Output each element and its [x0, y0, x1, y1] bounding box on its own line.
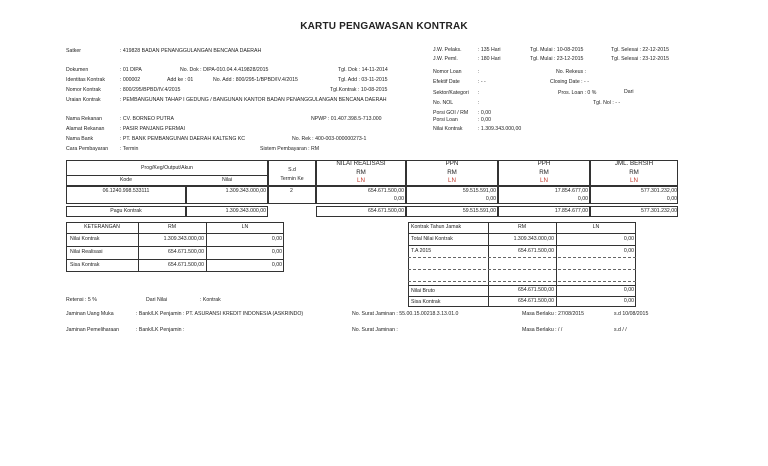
- jw-pelaks-selesai: Tgl. Selesai : 22-12-2015: [611, 47, 669, 53]
- no-rek: No. Rek : 400-003-000000273-1: [292, 136, 367, 142]
- row1-pph-rm: 17.854.677,00: [554, 188, 588, 194]
- uang-muka-label: Jaminan Uang Muka: [66, 311, 114, 317]
- closing-date: Closing Date : - -: [550, 79, 589, 85]
- tahun-header: Kontrak Tahun Jamak: [411, 224, 462, 230]
- alamat-label: Alamat Rekanan: [66, 126, 105, 132]
- row1-bersih-ln: 0,00: [666, 196, 677, 202]
- uang-muka-masa: Masa Berlaku : 27/08/2015: [522, 311, 585, 317]
- header-realisasi-ln: LN: [357, 177, 365, 184]
- jw-peml-selesai: Tgl. Selesai : 23-12-2015: [611, 56, 669, 62]
- ket-divider-2: [66, 246, 284, 247]
- tahun-sisa-label: Sisa Kontrak: [411, 299, 441, 305]
- rekanan-value: : CV. BORNEO PUTRA: [120, 116, 174, 122]
- pagu-label: Pagu Kontrak: [110, 208, 142, 214]
- ket-row2-rm: 654.671.500,00: [167, 249, 204, 255]
- jw-peml-label: J.W. Peml.: [433, 56, 458, 62]
- porsi-loan-label: Porsi Loan: [433, 117, 458, 123]
- tgl-dok: Tgl. Dok : 14-11-2014: [338, 67, 388, 73]
- header-realisasi: NILAI REALISASI: [336, 160, 386, 167]
- header-pph-ln: LN: [540, 177, 548, 184]
- pagu-real: 654.671.500,00: [367, 208, 404, 214]
- row1-ppn-ln: 0,00: [485, 196, 496, 202]
- pagu-nilai: 1.309.343.000,00: [225, 208, 266, 214]
- pagu-bersih: 577.301.232,00: [640, 208, 677, 214]
- ket-header-rm: RM: [167, 224, 177, 230]
- cara-label: Cara Pembayaran: [66, 146, 109, 152]
- nomor-kontrak-label: Nomor Kontrak: [66, 87, 101, 93]
- uang-muka-sd: s.d 10/08/2015: [614, 311, 649, 317]
- ket-divider-3: [66, 259, 284, 260]
- nilai-kontrak-label: Nilai Kontrak: [433, 126, 463, 132]
- header-pph-rm: RM: [539, 169, 549, 176]
- uraian-value: : PEMBANGUNAN TAHAP I GEDUNG / BANGUNAN KANTOR BADAN PENANGGULANGAN BENCANA DAERAH: [120, 97, 387, 103]
- header-ppn-ln: LN: [448, 177, 456, 184]
- tahun-dashed-2: [408, 269, 636, 270]
- nilai-kontrak-value: : 1.309.343.000,00: [478, 126, 522, 132]
- ket-row3-rm: 654.671.500,00: [167, 262, 204, 268]
- ket-divider-1: [66, 233, 284, 234]
- tahun-dashed-1: [408, 257, 636, 258]
- ket-row3-ln: 0,00: [271, 262, 282, 268]
- row1-nilai: 1.309.343.000,00: [225, 188, 266, 194]
- rekanan-label: Nama Rekanan: [66, 116, 103, 122]
- row1-termin: 2: [290, 188, 293, 194]
- header-ppn-rm: RM: [447, 169, 457, 176]
- jw-peml-mulai: Tgl. Mulai : 23-12-2015: [530, 56, 584, 62]
- header-divider: [66, 175, 268, 176]
- header-nilai: Nilai: [221, 177, 233, 183]
- dokumen-value: : 01 DIPA: [120, 67, 142, 73]
- efektif-label: Efektif Date: [433, 79, 460, 85]
- ket-header: KETERANGAN: [84, 224, 120, 230]
- header-ppn: PPN: [445, 160, 459, 167]
- tahun-sisa-ln: 0,00: [623, 298, 634, 304]
- tahun-header-rm: RM: [517, 224, 527, 230]
- tahun-bruto-ln: 0,00: [623, 287, 634, 293]
- header-bersih: JML. BERSIH: [614, 160, 654, 167]
- ket-row3-label: Sisa Kontrak: [70, 262, 100, 268]
- tahun-frame: [408, 222, 636, 307]
- identitas-label: Identitas Kontrak: [66, 77, 105, 83]
- header-bersih-rm: RM: [629, 169, 639, 176]
- tahun-bruto-rm: 654.671.500,00: [517, 287, 554, 293]
- cara-value: : Termin: [120, 146, 139, 152]
- tahun-divider-2: [408, 245, 636, 246]
- tahun-row1-rm: 1.309.343.000,00: [513, 236, 554, 242]
- ket-row1-ln: 0,00: [271, 236, 282, 242]
- tahun-row1-ln: 0,00: [623, 236, 634, 242]
- pros-loan: Pros. Loan : 0 %: [558, 90, 597, 96]
- tahun-header-ln: LN: [592, 224, 600, 230]
- uraian-label: Uraian Kontrak: [66, 97, 101, 103]
- tgl-nol: Tgl. Nol : - -: [593, 100, 621, 106]
- header-pph: PPH: [537, 160, 551, 167]
- pemeliharaan-surat: No. Surat Jaminan :: [352, 327, 398, 333]
- ket-row2-ln: 0,00: [271, 249, 282, 255]
- pemeliharaan-label: Jaminan Pemeliharaan: [66, 327, 120, 333]
- porsi-loan-value: : 0,00: [478, 117, 491, 123]
- bank-label: Nama Bank: [66, 136, 94, 142]
- satker-label: Satker: [66, 48, 81, 54]
- header-kode: Kode: [119, 177, 133, 183]
- tahun-row2-rm: 654.671.500,00: [517, 248, 554, 254]
- row1-kode: 06.1240.998.533111: [102, 188, 150, 194]
- pemeliharaan-sd: s.d / /: [614, 327, 627, 333]
- header-sd: S.d: [288, 167, 296, 173]
- row1-ppn-rm: 59.515.591,00: [462, 188, 496, 194]
- ket-row1-rm: 1.309.343.000,00: [163, 236, 204, 242]
- row1-real-rm: 654.671.500,00: [367, 188, 404, 194]
- sistem-pembayaran: Sistem Pembayaran : RM: [260, 146, 320, 152]
- jw-pelaks-mulai: Tgl. Mulai : 10-08-2015: [530, 47, 584, 53]
- no-nol-value: :: [478, 100, 480, 106]
- porsi-goi-label: Porsi GOI / RM: [433, 110, 469, 116]
- tahun-bruto-label: Nilai Bruto: [411, 288, 435, 294]
- tahun-divider-4: [408, 296, 636, 297]
- header-realisasi-rm: RM: [356, 169, 366, 176]
- uang-muka-surat: No. Surat Jaminan : 55.00.15.00218.3.13.01.0: [352, 311, 459, 317]
- tahun-dashed-3: [408, 281, 636, 282]
- tgl-kontrak: Tgl.Kontrak : 10-08-2015: [330, 87, 388, 93]
- jw-pelaks-label: J.W. Pelaks.: [433, 47, 462, 53]
- pemeliharaan-bank: : Bank/LK Penjamin :: [136, 327, 185, 333]
- tahun-divider-1: [408, 233, 636, 234]
- no-dok: No. Dok : DIPA-010.04.4.419828/2015: [180, 67, 269, 73]
- efektif-value: : - -: [478, 79, 486, 85]
- tahun-col-divider-2: [556, 222, 557, 307]
- row1-bersih-rm: 577.301.232,00: [640, 188, 677, 194]
- page-title: KARTU PENGAWASAN KONTRAK: [300, 21, 468, 32]
- retensi: Retensi : 5 %: [66, 297, 97, 303]
- identitas-value: : 000002: [120, 77, 141, 83]
- retensi-kontrak: : Kontrak: [200, 297, 221, 303]
- uang-muka-bank: : Bank/LK Penjamin : PT. ASURANSI KREDIT INDONESIA (ASKRINDO): [136, 311, 304, 317]
- dari: Dari: [624, 89, 634, 95]
- tahun-row2-ln: 0,00: [623, 248, 634, 254]
- tahun-row1-label: Total Nilai Kontrak: [411, 236, 453, 242]
- pagu-ppn: 59.515.591,00: [462, 208, 496, 214]
- bank-value: : PT. BANK PEMBANGUNAN DAERAH KALTENG KC: [120, 136, 246, 142]
- ket-row2-label: Nilai Realisasi: [70, 249, 103, 255]
- sektor-label: Sektor/Kategori: [433, 90, 469, 96]
- tahun-col-divider-1: [488, 222, 489, 307]
- nomor-loan-label: Nomor Loan: [433, 69, 462, 75]
- nomor-kontrak-value: : 800/295/BPBD/IV.4/2015: [120, 87, 181, 93]
- satker-value: : 419828 BADAN PENANGGULANGAN BENCANA DAERAH: [120, 48, 262, 54]
- pemeliharaan-masa: Masa Berlaku : / /: [522, 327, 563, 333]
- no-nol-label: No. NOL: [433, 100, 454, 106]
- dokumen-label: Dokumen: [66, 67, 89, 73]
- row1-pph-ln: 0,00: [577, 196, 588, 202]
- nomor-loan-value: :: [478, 69, 480, 75]
- dari-nilai: Dari Nilai: [146, 297, 168, 303]
- ket-row1-label: Nilai Kontrak: [70, 236, 100, 242]
- tahun-sisa-rm: 654.671.500,00: [517, 298, 554, 304]
- npwp: NPWP : 01.407.398.5-713.000: [311, 116, 382, 122]
- ket-header-ln: LN: [241, 224, 249, 230]
- alamat-value: : PASIR PANJANG PERMAI: [120, 126, 185, 132]
- jw-pelaks-value: : 135 Hari: [478, 47, 501, 53]
- porsi-goi-value: : 0,00: [478, 110, 491, 116]
- sektor-value: :: [478, 90, 480, 96]
- add-ke: Add ke : 01: [167, 77, 194, 83]
- pagu-pph: 17.854.677,00: [554, 208, 588, 214]
- tgl-add: Tgl. Add : 03-11-2015: [338, 77, 388, 83]
- header-prog: Prog/Keg/Output/Akun: [141, 165, 193, 171]
- tahun-divider-3: [408, 285, 636, 286]
- row1-real-ln: 0,00: [393, 196, 404, 202]
- header-bersih-ln: LN: [630, 177, 638, 184]
- no-add: No. Add : 800/295-1/BPBD/IV.4/2015: [213, 77, 298, 83]
- header-termin: Termin Ke: [280, 176, 304, 182]
- tahun-row2-label: T.A 2015: [411, 248, 432, 254]
- jw-peml-value: : 180 Hari: [478, 56, 501, 62]
- no-rekeus: No. Rekeus :: [556, 69, 586, 75]
